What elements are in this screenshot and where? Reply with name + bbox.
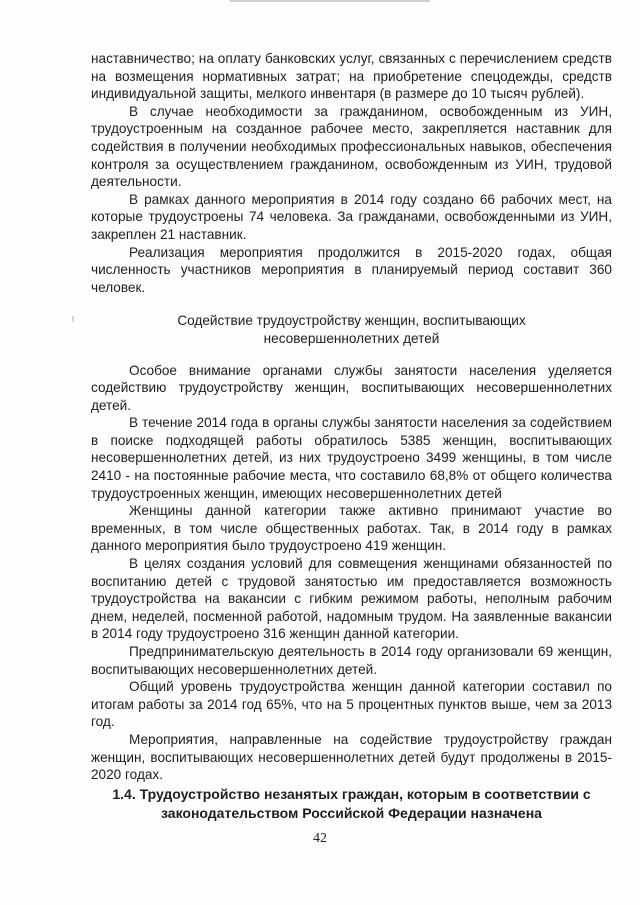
scan-artifact-top [230, 0, 430, 2]
paragraph-9: Предпринимательскую деятельность в 2014 году организовали 69 женщин, воспитывающих несовершеннолетних детей. [91, 644, 612, 677]
paragraph-4: Реализация мероприятия продолжится в 2015-2020 годах, общая численность участников мероприятия в планируемый период составит 360 человек. [91, 244, 612, 295]
paragraph-5: Особое внимание органами службы занятости населения уделяется содействию трудоустройству женщин, воспитывающих несовершеннолетних детей. [91, 362, 612, 413]
bold-heading-line-1: 1.4. Трудоустройство незанятых граждан, которым в соответствии с [112, 785, 591, 802]
bold-heading-line-2: законодательством Российской Федерации назначена [161, 805, 542, 822]
page-number: 42 [313, 831, 327, 846]
scan-artifact-mark [72, 316, 74, 322]
paragraph-1: наставничество; на оплату банковских услуг, связанных с перечислением средств на возмещения нормативных затрат; на приобретение спецодежды, средств индивидуальной защиты, мелкого инвентаря (в размере до 10 тысяч рублей). [91, 51, 612, 102]
paragraph-7: Женщины данной категории также активно принимают участие во временных, в том числе общественных работах. Так, в 2014 году в рамках данного мероприятия было трудоустроено 419 женщин. [91, 503, 612, 554]
paragraph-8: В целях создания условий для совмещения женщинами обязанностей по воспитанию детей с трудовой занятостью им предоставляется возможность трудоустройства на вакансии с гибким режимом работы, неполным рабочим днем, неделей, посменной работой, надомным трудом. На заявленные вакансии в 2014 году трудоустроено 316 женщин данной категории. [91, 556, 612, 642]
paragraph-6: В течение 2014 года в органы службы занятости населения за содействием в поиске подходящей работы обратилось 5385 женщин, воспитывающих несовершеннолетних детей, из них трудоустроено 3499 женщины, в том числе 2410 - на постоянные рабочие места, что составило 68,8% от общего количества трудоустроенных женщин, имеющих несовершеннолетних детей [91, 415, 612, 501]
section-title-line-1: Содействие трудоустройству женщин, воспитывающих [177, 313, 526, 329]
section-title-line-2: несовершеннолетних детей [263, 330, 440, 346]
document-body [91, 50, 612, 823]
paragraph-3: В рамках данного мероприятия в 2014 году создано 66 рабочих мест, на которые трудоустроены 74 человека. За гражданами, освобожденными из УИН, закреплен 21 наставник. [91, 191, 612, 242]
paragraph-11: Мероприятия, направленные на содействие трудоустройству граждан женщин, воспитывающих несовершеннолетних детей будут продолжены в 2015-2020 годах. [91, 731, 612, 783]
paragraph-10: Общий уровень трудоустройства женщин данной категории составил по итогам работы за 2014 год 65%, что на 5 процентных пунктов выше, чем за 2013 год. [91, 679, 612, 730]
paragraph-2: В случае необходимости за гражданином, освобожденным из УИН, трудоустроенным на созданное рабочее место, закрепляется наставник для содействия в получении необходимых профессиональных навыков, обеспечения контроля за осуществлением гражданином, освобожденным из УИН, трудовой деятельности. [91, 103, 612, 190]
